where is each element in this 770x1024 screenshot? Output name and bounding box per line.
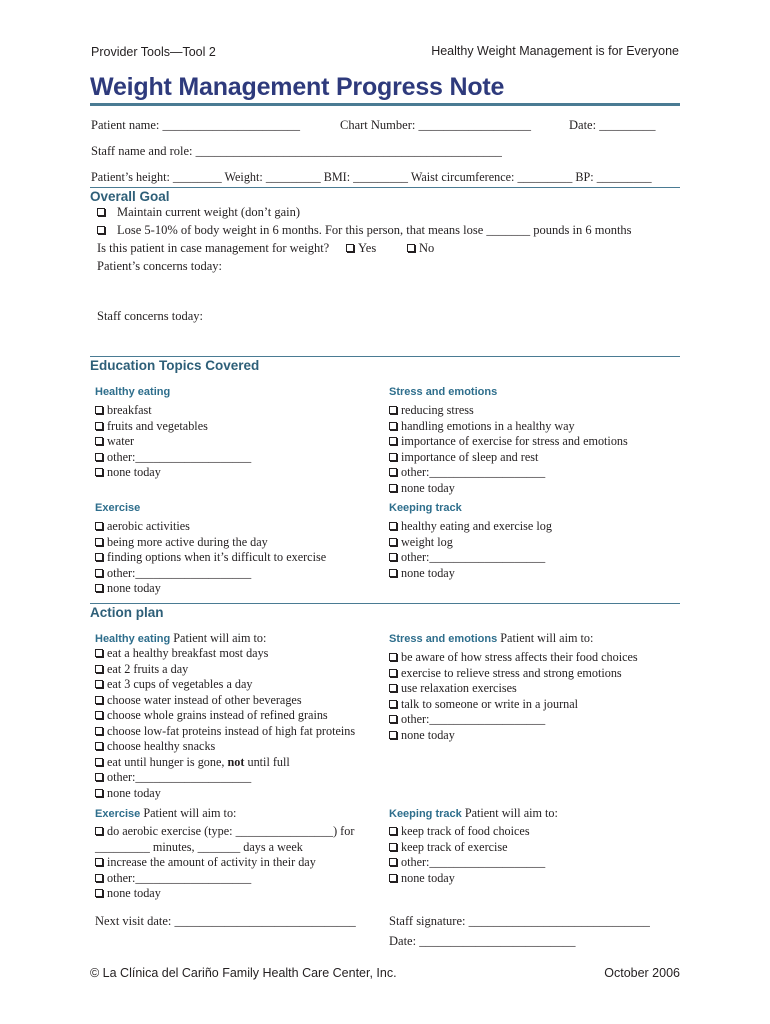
list-item[interactable]: water [95,434,251,450]
checkbox-icon[interactable] [389,422,397,430]
checkbox-icon[interactable] [95,742,103,750]
list-item[interactable]: do aerobic exercise (type: ________________) for [95,824,354,840]
checkbox-icon[interactable] [95,858,103,866]
checkbox-icon[interactable] [95,827,103,835]
checkbox-icon[interactable] [95,538,103,546]
checkbox-icon[interactable] [389,569,397,577]
edu-keeping-track-title: Keeping track [389,502,462,514]
checkbox-icon[interactable] [95,569,103,577]
checkbox-icon[interactable] [389,843,397,851]
ap-exercise-title: Exercise Patient will aim to: [95,806,237,820]
list-item[interactable]: other:___________________ [95,450,251,466]
checkbox-icon[interactable] [95,696,103,704]
list-item[interactable]: eat until hunger is gone, not until full [95,755,355,771]
chart-number-field[interactable]: Chart Number: __________________ [340,118,531,132]
checkbox-icon[interactable] [95,773,103,781]
header-tagline: Healthy Weight Management is for Everyone [431,44,679,58]
ap-exercise-list [95,824,354,902]
checkbox-icon[interactable] [389,553,397,561]
checkbox-icon[interactable] [389,484,397,492]
staff-name-field[interactable]: Staff name and role: _________________________________________________ [91,144,502,158]
education-heading: Education Topics Covered [90,358,260,373]
list-item[interactable]: eat 3 cups of vegetables a day [95,677,355,693]
action-plan-rule [90,603,680,604]
checkbox-icon[interactable] [95,522,103,530]
list-item[interactable]: finding options when it’s difficult to exercise [95,550,326,566]
list-item[interactable]: reducing stress [389,403,628,419]
list-item[interactable]: being more active during the day [95,535,326,551]
case-yes-option[interactable]: Yes [346,241,376,257]
checkbox-icon[interactable] [389,538,397,546]
list-item[interactable]: none today [95,465,251,481]
checkbox-icon[interactable] [95,789,103,797]
checkbox-icon[interactable] [95,406,103,414]
checkbox-icon[interactable] [389,653,397,661]
vitals-fields[interactable]: Patient’s height: ________ Weight: _________ BMI: _________ Waist circumference: _________ BP: _________ [91,170,652,184]
header-tool-label: Provider Tools—Tool 2 [91,45,216,59]
edu-exercise-list [95,519,326,597]
list-item[interactable]: other:___________________ [389,465,628,481]
ap-keeping-track-title: Keeping track Patient will aim to: [389,806,558,820]
list-item[interactable]: none today [95,581,326,597]
list-item[interactable]: keep track of exercise [389,840,545,856]
checkbox-icon[interactable] [389,468,397,476]
ap-stress-list [389,650,638,743]
list-item[interactable]: other:___________________ [95,770,355,786]
ap-healthy-eating-list [95,646,355,801]
edu-healthy-eating-list [95,403,251,481]
checkbox-icon[interactable] [95,584,103,592]
list-item[interactable]: other:___________________ [389,550,552,566]
checkbox-icon[interactable] [95,422,103,430]
checkbox-icon[interactable] [389,731,397,739]
list-item[interactable]: other:___________________ [95,566,326,582]
list-item[interactable]: choose low-fat proteins instead of high fat proteins [95,724,355,740]
checkbox-icon[interactable] [95,727,103,735]
edu-keeping-track-list [389,519,552,581]
checkbox-icon[interactable] [95,437,103,445]
list-item[interactable]: healthy eating and exercise log [389,519,552,535]
checkbox-icon[interactable] [389,827,397,835]
title-rule [90,103,680,106]
next-visit-field[interactable]: Next visit date: _____________________________ [95,914,356,928]
checkbox-icon[interactable] [389,874,397,882]
checkbox-icon[interactable] [389,700,397,708]
list-item[interactable]: use relaxation exercises [389,681,638,697]
list-item[interactable]: keep track of food choices [389,824,545,840]
ap-keeping-track-list [389,824,545,886]
list-item: _________ minutes, _______ days a week [95,839,303,854]
action-plan-heading: Action plan [90,605,164,620]
checkbox-icon[interactable] [95,453,103,461]
goal-maintain-item[interactable]: Maintain current weight (don’t gain) [97,205,300,221]
checkbox-icon[interactable] [95,711,103,719]
patient-name-field[interactable]: Patient name: ______________________ [91,118,301,132]
list-item[interactable]: eat 2 fruits a day [95,662,355,678]
footer-copyright: © La Clínica del Cariño Family Health Care Center, Inc. [90,966,397,980]
checkbox-icon[interactable] [389,715,397,723]
goal-lose-item[interactable]: Lose 5-10% of body weight in 6 months. For this person, that means lose _______ pounds in 6 months [97,223,632,239]
list-item[interactable]: fruits and vegetables [95,419,251,435]
list-item[interactable]: other:___________________ [389,855,545,871]
edu-healthy-eating-title: Healthy eating [95,386,171,398]
list-item[interactable]: other:___________________ [389,712,638,728]
checkbox-icon[interactable] [389,406,397,414]
list-item[interactable]: choose healthy snacks [95,739,355,755]
ap-stress-title: Stress and emotions Patient will aim to: [389,631,594,645]
checkbox-icon[interactable] [95,665,103,673]
checkbox-icon[interactable] [95,468,103,476]
list-item[interactable]: exercise to relieve stress and strong emotions [389,666,638,682]
list-item[interactable]: none today [389,481,628,497]
list-item[interactable]: none today [389,871,545,887]
list-item[interactable]: none today [95,786,355,802]
checkbox-icon[interactable] [389,684,397,692]
education-rule [90,356,680,357]
checkbox-icon[interactable] [95,553,103,561]
list-item[interactable]: handling emotions in a healthy way [389,419,628,435]
checkbox-icon[interactable] [389,522,397,530]
checkbox-icon[interactable] [95,649,103,657]
list-item[interactable]: weight log [389,535,552,551]
checkbox-icon[interactable] [389,453,397,461]
checkbox-icon[interactable] [95,758,103,766]
list-item[interactable]: increase the amount of activity in their day [95,855,354,871]
overall-goal-heading: Overall Goal [90,189,170,204]
checkbox-icon[interactable] [389,437,397,445]
list-item[interactable]: none today [389,566,552,582]
patient-concerns-label: Patient’s concerns today: [97,259,222,273]
list-item[interactable]: talk to someone or write in a journal [389,697,638,713]
list-item[interactable]: breakfast [95,403,251,419]
checkbox-icon[interactable] [407,244,415,252]
overall-goal-rule [90,187,680,188]
case-management-question: Is this patient in case management for weight? [97,241,330,255]
list-item[interactable]: other:___________________ [95,871,354,887]
list-item[interactable]: none today [389,728,638,744]
list-item[interactable]: be aware of how stress affects their food choices [389,650,638,666]
list-item[interactable]: eat a healthy breakfast most days [95,646,355,662]
signoff-date-field[interactable]: Date: _________________________ [389,934,576,948]
list-item[interactable]: importance of exercise for stress and emotions [389,434,628,450]
checkbox-icon[interactable] [97,208,105,216]
edu-exercise-title: Exercise [95,502,141,514]
list-item[interactable]: aerobic activities [95,519,326,535]
checkbox-icon[interactable] [95,680,103,688]
footer-date: October 2006 [604,966,680,980]
edu-stress-list [389,403,628,496]
date-field[interactable]: Date: _________ [569,118,656,132]
page-title: Weight Management Progress Note [90,73,505,101]
list-item[interactable]: none today [95,886,354,902]
edu-stress-title: Stress and emotions [389,386,498,398]
checkbox-icon[interactable] [97,226,105,234]
checkbox-icon[interactable] [346,244,354,252]
staff-signature-field[interactable]: Staff signature: _____________________________ [389,914,650,928]
ap-healthy-eating-title: Healthy eating Patient will aim to: [95,631,267,645]
checkbox-icon[interactable] [95,874,103,882]
list-item[interactable]: choose whole grains instead of refined grains [95,708,355,724]
list-item[interactable]: choose water instead of other beverages [95,693,355,709]
checkbox-icon[interactable] [95,889,103,897]
list-item[interactable]: importance of sleep and rest [389,450,628,466]
case-no-option[interactable]: No [407,241,434,257]
checkbox-icon[interactable] [389,858,397,866]
checkbox-icon[interactable] [389,669,397,677]
staff-concerns-label: Staff concerns today: [97,309,203,323]
